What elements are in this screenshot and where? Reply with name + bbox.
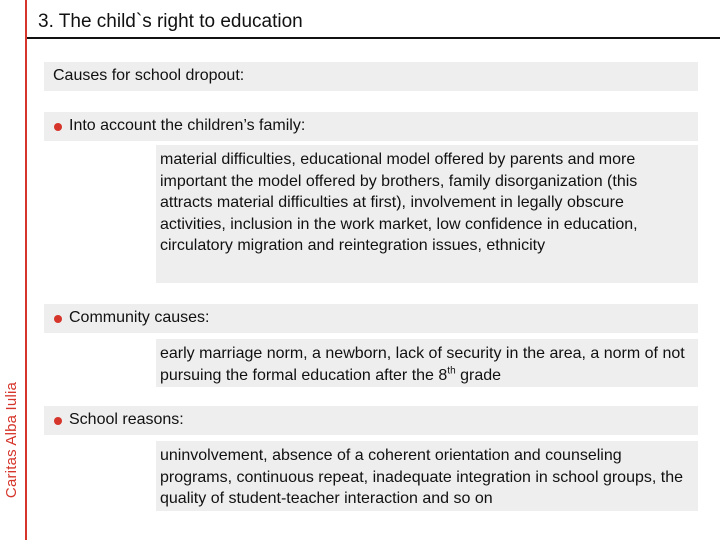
detail-community-text (160, 343, 694, 386)
title-rule (27, 37, 720, 39)
bullet-dot-icon (54, 417, 62, 425)
detail-family-text: material difficulties, educational model offered by parents and more important the model offered by brothers, family disorganization (this attracts material difficulties at first), involvement in legally obscure activities, inclusion in the work market, low confidence in education, circulatory migration and reintegration issues, ethnicity (160, 151, 638, 254)
bullet-community-label: Community causes: (69, 309, 210, 326)
detail-family (156, 145, 698, 283)
detail-school-text: uninvolvement, absence of a coherent orientation and counseling programs, continuous repeat, inadequate integration in school groups, the quality of student-teacher interaction and so on (160, 447, 684, 507)
causes-heading: Causes for school dropout: (53, 67, 245, 84)
bullet-dot-icon (54, 123, 62, 131)
sidebar (0, 0, 26, 540)
slide-title: 3. The child`s right to education (38, 11, 303, 32)
bullet-school (44, 406, 698, 435)
bullet-school-label: School reasons: (69, 411, 184, 428)
ordinal-suffix: th (447, 365, 456, 377)
detail-community-text-main: early marriage norm, a newborn, lack of security in the area, a norm of not pursuing the formal education after the 8 (160, 345, 685, 384)
detail-community (156, 339, 698, 387)
detail-school (156, 441, 698, 511)
sidebar-divider (25, 0, 27, 540)
bullet-family-label: Into account the children’s family: (69, 117, 306, 134)
bullet-dot-icon (54, 315, 62, 323)
sidebar-label: Caritas Alba Iulia (3, 381, 20, 499)
bullet-family (44, 112, 698, 141)
bullet-community (44, 304, 698, 333)
causes-heading-box (44, 62, 698, 91)
detail-community-text-end: grade (455, 366, 502, 384)
